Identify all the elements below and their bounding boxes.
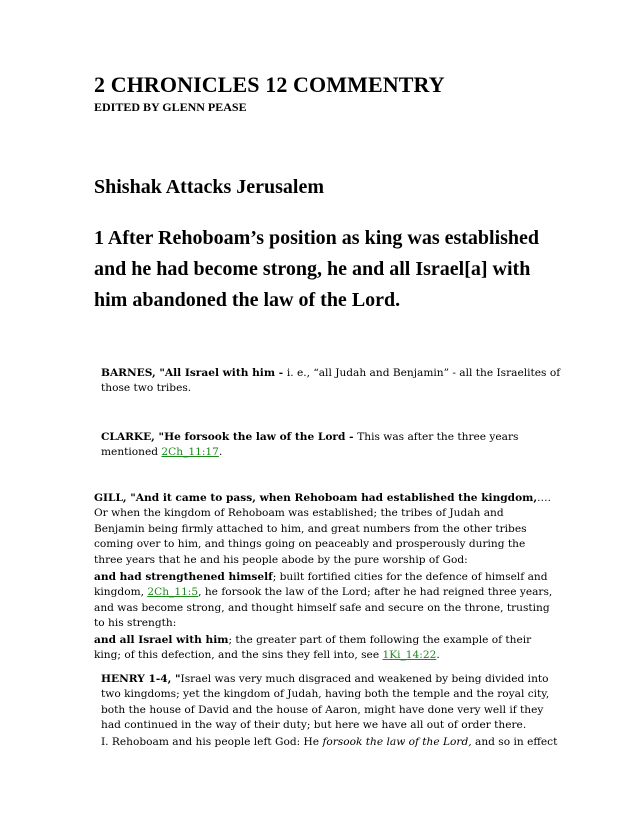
- clarke-reference-link[interactable]: 2Ch_11:17: [161, 446, 219, 459]
- clarke-commentary: CLARKE, "He forsook the law of the Lord - This was after the three years mentioned 2Ch_11:17.: [101, 431, 519, 459]
- editor-credit: EDITED BY GLENN PEASE: [94, 100, 247, 114]
- barnes-text: i. e., “all Judah and Benjamin” - all the Israelites of those two tribes.: [101, 367, 561, 395]
- clarke-text: This was after the three years mentioned: [101, 431, 519, 459]
- verse-1: 1 After Rehoboam’s position as king was established and he had become strong, he and all Israel[a] with him abandoned the law of the Lord.: [94, 227, 540, 311]
- henry-paragraph-2: I. Rehoboam and his people left God: He forsook the law of the Lord, and so in effect: [101, 736, 558, 748]
- gill-paragraph-2: and had strengthened himself; built fortified cities for the defence of himself and kingdom, 2Ch_11:5, he forsook the law of the Lord; after he had reigned three years, and was become strong, and thought himself safe and secure on the throne, trusting to his strength:: [94, 571, 553, 630]
- barnes-label: BARNES, "All Israel with him -: [101, 367, 287, 379]
- clarke-label: CLARKE, "He forsook the law of the Lord -: [101, 431, 358, 443]
- gill-commentary: [94, 491, 556, 568]
- barnes-commentary: [94, 366, 563, 397]
- gill-reference-link-1[interactable]: 2Ch_11:5: [147, 586, 199, 599]
- gill-p3-bold: and all Israel with him: [94, 634, 229, 646]
- henry-italic-phrase: forsook the law of the Lord,: [322, 736, 472, 748]
- section-heading: Shishak Attacks Jerusalem: [94, 176, 325, 198]
- henry-text: Israel was very much disgraced and weakened by being divided into two kingdoms; yet the kingdom of Judah, having both the temple and the royal city, both the house of David and the house of Aaron, might have done very well if they had continued in the way of their duty; but here we have all out of order there.: [101, 673, 550, 732]
- henry-label: HENRY 1-4, ": [101, 673, 181, 685]
- gill-paragraph-3: and all Israel with him; the greater part of them following the example of their king; of this defection, and the sins they fell into, see 1Ki_14:22.: [94, 634, 532, 662]
- document-title: 2 CHRONICLES 12 COMMENTRY: [94, 72, 445, 97]
- gill-text: …. Or when the kingdom of Rehoboam was established; the tribes of Judah and Benjamin being firmly attached to him, and great numbers from the other tribes coming over to him, and things going on peaceably and prosperously during the three years that he and his people abode by the pure worship of God:: [94, 492, 552, 566]
- gill-reference-link-2[interactable]: 1Ki_14:22: [382, 649, 437, 662]
- henry-commentary: [94, 672, 563, 734]
- gill-label: GILL, "And it came to pass, when Rehoboam had established the kingdom,: [94, 492, 538, 504]
- gill-p2-bold: and had strengthened himself: [94, 571, 273, 583]
